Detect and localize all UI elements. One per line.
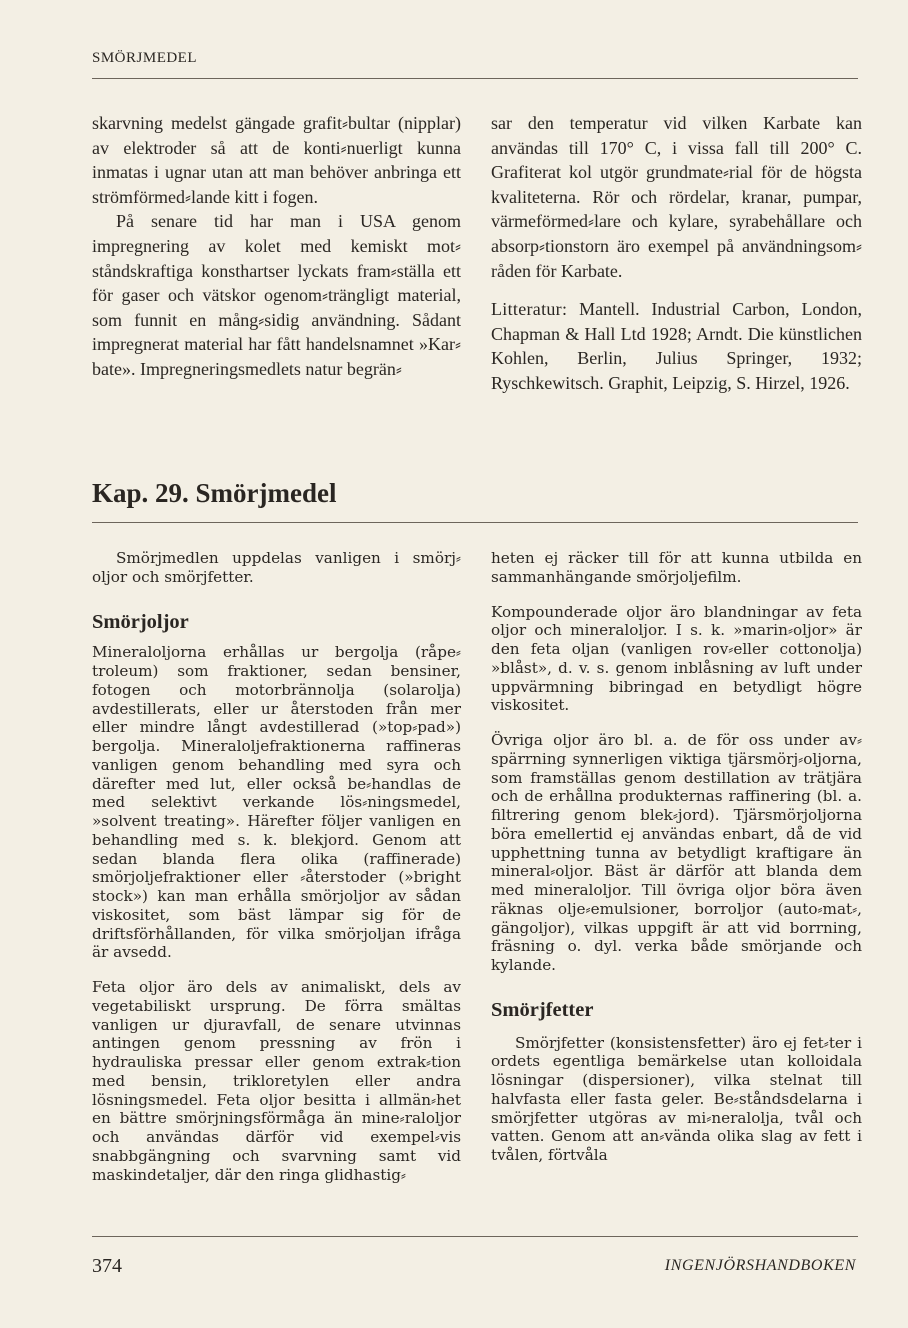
- top-right-column: [491, 111, 862, 396]
- paragraph-grafit: skarvning medelst gängade grafit⸗bultar (nipplar) av elektroder så att de konti⸗nuerligt kunna inmatas i ugnar utan att man behöver anbringa ett strömförmed⸗lande kitt i fogen.: [92, 113, 461, 207]
- section-heading-smorjfetter: Smörjfetter: [491, 998, 594, 1021]
- literature-label: Litteratur:: [491, 299, 568, 320]
- running-head: SMÖRJMEDEL: [92, 50, 198, 66]
- top-left-column: [92, 111, 461, 382]
- book-title: INGENJÖRSHANDBOKEN: [664, 1257, 856, 1274]
- page-number: 374: [92, 1255, 122, 1277]
- chapter-intro: Smörjmedlen uppdelas vanligen i smörj⸗oljor och smörjfetter.: [92, 549, 461, 586]
- paragraph-continuation: heten ej räcker till för att kunna utbilda en sammanhängande smörjoljefilm.: [491, 549, 862, 586]
- section-heading-smorjoljor: Smörjoljor: [92, 610, 189, 633]
- literature-reference: [491, 297, 862, 395]
- bottom-left-column: [92, 549, 461, 1184]
- literature-text: Mantell. Industrial Carbon, London, Chapman & Hall Ltd 1928; Arndt. Die künstlichen Kohlen, Berlin, Julius Springer, 1932; Ryschkewitsch. Graphit, Leipzig, S. Hirzel, 1926.: [491, 299, 862, 393]
- paragraph-karbate: sar den temperatur vid vilken Karbate kan användas till 170° C, i vissa fall till 200° C. Grafiterat kol utgör grundmate⸗rial för de högsta kvaliteterna. Rör och rördelar, kranar, pumpar, värmeförmed⸗lare och kylare, syrabehållare och absorp⸗tionstorn äro exempel på användningsom⸗råden för Karbate.: [491, 113, 862, 281]
- term-feta-oljor: Feta oljor: [92, 978, 175, 996]
- paragraph-smorjfetter: Smörjfetter (konsistensfetter) äro ej fet⸗ter i ordets egentliga bemärkelse utan kolloidala lösningar (dispersioner), vilka stelnat till halvfasta eller fasta geler. Be⸗ståndsdelarna i smörjfetter utgöras av mi⸗neralolja, tvål och vatten. Genom att an⸗vända olika slag av fett i tvålen, förtvåla: [491, 1033, 862, 1164]
- term-mineraloljorna: Mineraloljorna: [92, 643, 207, 662]
- footer-rule: [92, 1236, 858, 1237]
- paragraph-kompounderade: Kompounderade oljor äro blandningar av feta oljor och mineraloljor. I s. k. »marin⸗oljor» är den feta oljan (vanligen rov⸗eller cottonolja) »blåst», d. v. s. genom inblåsning av luft under uppvärmning bibringad en betydligt högre viskositet.: [491, 602, 863, 715]
- chapter-title: Kap. 29. Smörjmedel: [92, 478, 337, 508]
- header-rule: [92, 78, 858, 79]
- term-kompounderade: Kompounderade oljor: [491, 602, 662, 621]
- term-ovriga-oljor: Övriga oljor: [491, 731, 589, 749]
- bottom-right-column: [491, 549, 862, 1165]
- paragraph-mineraloljor: Mineraloljorna erhållas ur bergolja (råpe⸗troleum) som fraktioner, sedan bensiner, fotogen och motorbrännolja (solarolja) avdestillerats, eller ur återstoden från mer eller mindre långt avdestillerad (»top⸗pad») bergolja. Mineraloljefraktionerna raffineras vanligen genom behandling med syra och därefter med lut, eller också be⸗handlas de med selektivt verkande lös⸗ningsmedel, »solvent treating». Härefter följer vanligen en behandling med s. k. blekjord. Genom att sedan blanda flera olika (raffinerade) smörjoljefraktioner eller ⸗återstoder (»bright stock») kan man erhålla smörjoljor av sådan viskositet, som bäst lämpar sig för de driftsförhållanden, för vilka smörjoljan ifråga är avsedd.: [92, 643, 461, 962]
- paragraph-ovriga-oljor: Övriga oljor äro bl. a. de för oss under av⸗spärrning synnerligen viktiga tjärsmörj⸗oljorna, som framställas genom destillation av trätjära och de erhållna produkternas raffinering (bl. a. filtrering genom blek⸗jord). Tjärsmörjoljorna böra emellertid ej användas enbart, då de vid upphettning tunna av betydligt kraftigare än mineral⸗oljor. Bäst är därför att blanda dem med mineraloljor. Till övriga oljor böra även räknas olje⸗emulsioner, borroljor (auto⸗mat⸗, gängoljor), vilkas uppgift är att vid borrning, fräsning o. dyl. verka både smörjande och kylande.: [491, 731, 863, 974]
- paragraph-impregnering: På senare tid har man i USA genom impregnering av kolet med kemiskt mot⸗ståndskraftiga konsthartser lyckats fram⸗ställa ett för gaser och vätskor ogenom⸗trängligt material, som funnit en mång⸗sidig användning. Sådant impregnerat material har fått handelsnamnet »Kar⸗bate». Impregneringsmedlets natur begrän⸗: [92, 211, 461, 379]
- paragraph-feta-oljor: Feta oljor äro dels av animaliskt, dels av vegetabiliskt ursprung. De förra smältas vanligen ur djuravfall, de senare utvinnas antingen genom pressning av frön i hydrauliska pressar eller genom extrak⸗tion med bensin, trikloretylen eller andra lösningsmedel. Feta oljor besitta i allmän⸗het en bättre smörjningsförmåga än mine⸗raloljor och användas därför vid exempel⸗vis snabbgängning och svarvning samt vid maskindetaljer, där den ringa glidhastig⸗: [92, 978, 461, 1184]
- chapter-rule: [92, 522, 858, 523]
